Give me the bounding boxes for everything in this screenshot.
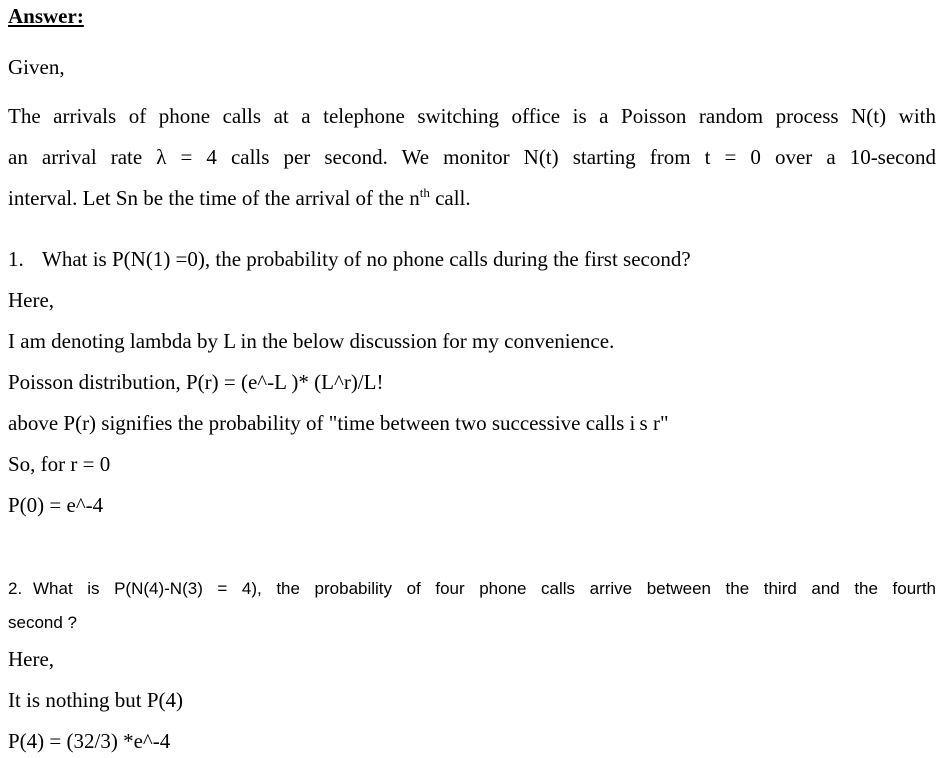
question-2-number: 2. — [8, 579, 23, 598]
intro-line-1: The arrivals of phone calls at a telephone switching office is a Poisson random process N(t) with — [8, 104, 936, 128]
q1-line-result: P(0) = e^-4 — [8, 493, 104, 517]
intro-line-3-end: call. — [429, 186, 471, 210]
q1-line-explanation: above P(r) signifies the probability of "time between two successive calls i s r" — [8, 411, 669, 435]
question-2-line-1 — [8, 578, 936, 600]
question-1-text: What is P(N(1) =0), the probability of no phone calls during the first second? — [42, 247, 691, 271]
given-label: Given, — [8, 55, 65, 79]
question-1 — [8, 247, 691, 271]
question-1-number: 1. — [8, 247, 24, 271]
q2-line-here: Here, — [8, 647, 55, 671]
intro-line-3 — [8, 186, 471, 210]
q1-line-notation: I am denoting lambda by L in the below discussion for my convenience. — [8, 329, 615, 353]
intro-line-3-text: interval. Let Sn be the time of the arrival of the n — [8, 186, 420, 210]
q1-line-poisson-formula: Poisson distribution, P(r) = (e^-L )* (L^r)/L! — [8, 370, 384, 394]
q2-line-statement: It is nothing but P(4) — [8, 688, 184, 712]
question-2-text: What is P(N(4)-N(3) = 4), the probability of four phone calls arrive between the third and the fourth — [33, 579, 936, 598]
intro-line-2: an arrival rate λ = 4 calls per second. We monitor N(t) starting from t = 0 over a 10-second — [8, 145, 936, 169]
answer-heading: Answer: — [8, 4, 84, 28]
q1-line-here: Here, — [8, 288, 55, 312]
superscript-th: th — [419, 185, 430, 200]
q1-line-r-zero: So, for r = 0 — [8, 452, 111, 476]
question-2-line-2: second ? — [8, 613, 77, 632]
q2-line-result: P(4) = (32/3) *e^-4 — [8, 729, 171, 753]
